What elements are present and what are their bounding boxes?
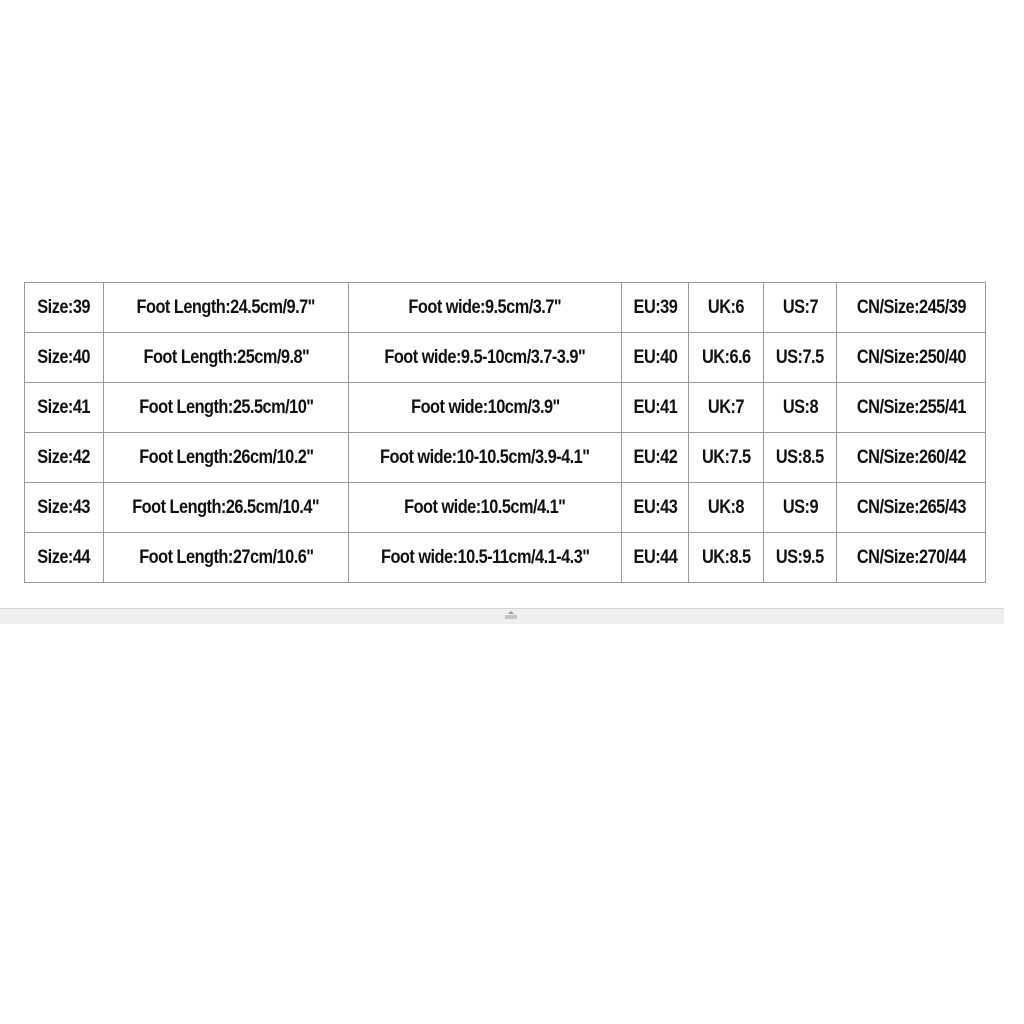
us-size-cell <box>764 433 837 483</box>
uk-size-cell <box>689 333 764 383</box>
size-cell <box>25 533 104 583</box>
us-size-cell <box>764 533 837 583</box>
uk-size-cell <box>689 283 764 333</box>
foot-length-cell <box>104 383 349 433</box>
uk-size-label: UK:7 <box>707 396 745 418</box>
foot-width-cell <box>349 383 622 433</box>
size-label: Size:44 <box>37 546 91 568</box>
table-row <box>25 283 986 333</box>
us-size-label: US:9.5 <box>776 546 824 568</box>
foot-width-label: Foot wide:10.5cm/4.1" <box>404 496 566 518</box>
uk-size-cell <box>689 383 764 433</box>
eu-size-cell <box>622 283 689 333</box>
size-cell <box>25 383 104 433</box>
foot-length-cell <box>104 483 349 533</box>
cn-size-cell <box>837 433 986 483</box>
cn-size-cell <box>837 483 986 533</box>
foot-length-label: Foot Length:25.5cm/10" <box>138 396 314 418</box>
size-cell <box>25 483 104 533</box>
foot-width-label: Foot wide:10-10.5cm/3.9-4.1" <box>380 446 590 468</box>
foot-width-cell <box>349 283 622 333</box>
uk-size-cell <box>689 433 764 483</box>
size-chart-table <box>24 282 986 583</box>
uk-size-label: UK:6.6 <box>701 346 751 368</box>
table-row <box>25 433 986 483</box>
size-chart-body <box>25 283 986 583</box>
eu-size-label: EU:44 <box>633 546 677 568</box>
eu-size-cell <box>622 383 689 433</box>
us-size-label: US:7.5 <box>776 346 824 368</box>
eu-size-label: EU:43 <box>633 496 677 518</box>
us-size-cell <box>764 283 837 333</box>
foot-length-cell <box>104 433 349 483</box>
uk-size-cell <box>689 533 764 583</box>
size-label: Size:43 <box>37 496 91 518</box>
cn-size-label: CN/Size:260/42 <box>856 446 966 468</box>
size-label: Size:42 <box>37 446 91 468</box>
eu-size-cell <box>622 483 689 533</box>
cn-size-cell <box>837 333 986 383</box>
cn-size-label: CN/Size:250/40 <box>856 346 966 368</box>
eu-size-label: EU:41 <box>633 396 677 418</box>
cn-size-label: CN/Size:245/39 <box>856 296 966 318</box>
table-row <box>25 483 986 533</box>
us-size-cell <box>764 483 837 533</box>
uk-size-label: UK:8.5 <box>701 546 751 568</box>
table-row <box>25 333 986 383</box>
us-size-cell <box>764 333 837 383</box>
foot-length-label: Foot Length:26.5cm/10.4" <box>132 496 320 518</box>
uk-size-label: UK:8 <box>707 496 745 518</box>
cn-size-cell <box>837 383 986 433</box>
foot-width-label: Foot wide:10.5-11cm/4.1-4.3" <box>380 546 590 568</box>
foot-length-cell <box>104 533 349 583</box>
foot-width-cell <box>349 333 622 383</box>
foot-width-cell <box>349 483 622 533</box>
cn-size-label: CN/Size:265/43 <box>856 496 966 518</box>
eu-size-cell <box>622 333 689 383</box>
us-size-label: US:9 <box>782 496 818 518</box>
eu-size-cell <box>622 433 689 483</box>
uk-size-cell <box>689 483 764 533</box>
foot-length-label: Foot Length:24.5cm/9.7" <box>136 296 316 318</box>
foot-length-label: Foot Length:27cm/10.6" <box>138 546 314 568</box>
cn-size-cell <box>837 283 986 333</box>
eu-size-label: EU:40 <box>633 346 677 368</box>
size-cell <box>25 333 104 383</box>
foot-width-label: Foot wide:10cm/3.9" <box>410 396 560 418</box>
us-size-label: US:7 <box>782 296 818 318</box>
size-cell <box>25 433 104 483</box>
size-label: Size:41 <box>37 396 91 418</box>
foot-length-cell <box>104 283 349 333</box>
size-label: Size:39 <box>37 296 91 318</box>
cn-size-label: CN/Size:270/44 <box>856 546 966 568</box>
us-size-label: US:8 <box>782 396 818 418</box>
resize-handle-glyph <box>503 611 519 621</box>
foot-length-label: Foot Length:26cm/10.2" <box>138 446 314 468</box>
foot-width-cell <box>349 433 622 483</box>
foot-length-label: Foot Length:25cm/9.8" <box>143 346 309 368</box>
uk-size-label: UK:6 <box>707 296 745 318</box>
us-size-label: US:8.5 <box>776 446 824 468</box>
resize-handle-icon[interactable] <box>503 611 519 621</box>
table-row <box>25 533 986 583</box>
us-size-cell <box>764 383 837 433</box>
foot-length-cell <box>104 333 349 383</box>
eu-size-label: EU:42 <box>633 446 677 468</box>
cn-size-cell <box>837 533 986 583</box>
foot-width-label: Foot wide:9.5cm/3.7" <box>408 296 562 318</box>
size-label: Size:40 <box>37 346 91 368</box>
table-row <box>25 383 986 433</box>
cn-size-label: CN/Size:255/41 <box>856 396 966 418</box>
eu-size-label: EU:39 <box>633 296 677 318</box>
uk-size-label: UK:7.5 <box>701 446 751 468</box>
eu-size-cell <box>622 533 689 583</box>
foot-width-cell <box>349 533 622 583</box>
panel-divider-bar[interactable] <box>0 608 1004 624</box>
foot-width-label: Foot wide:9.5-10cm/3.7-3.9" <box>384 346 586 368</box>
size-cell <box>25 283 104 333</box>
